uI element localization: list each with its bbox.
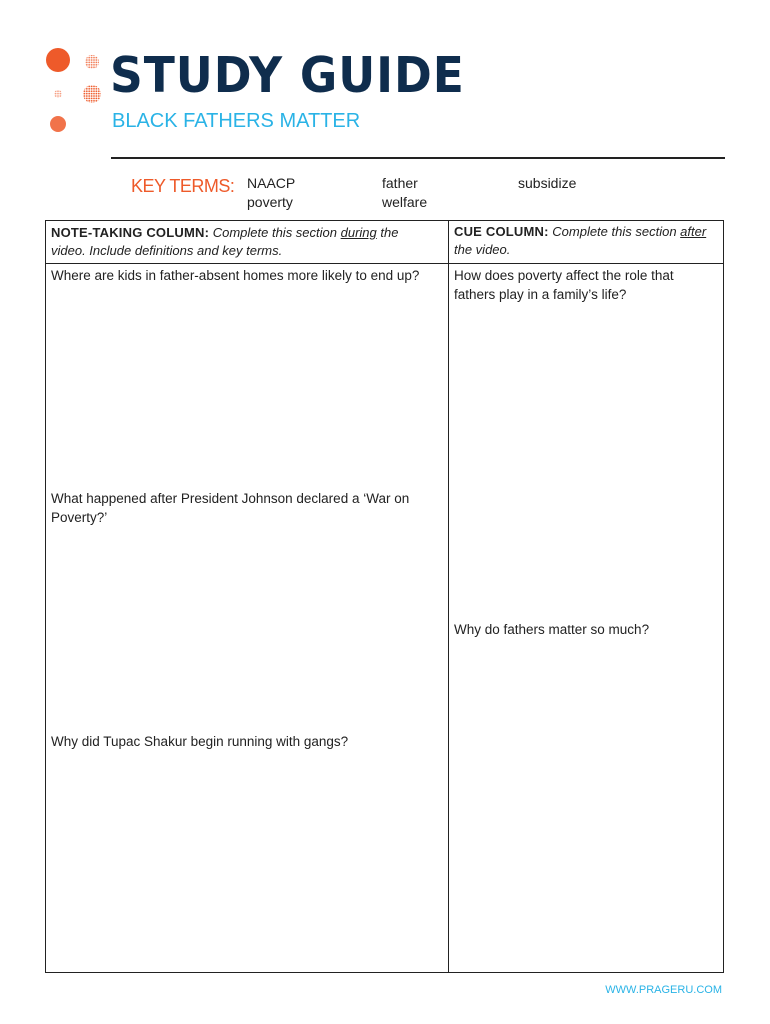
cue-column-heading-bold: CUE COLUMN: bbox=[454, 224, 549, 239]
key-term: subsidize bbox=[518, 175, 577, 191]
note-question: Why did Tupac Shakur begin running with gangs? bbox=[51, 734, 349, 749]
logo-dot-tiny bbox=[54, 90, 62, 98]
orange-dots-logo-icon bbox=[40, 42, 110, 137]
logo-dot-textured-medium bbox=[83, 85, 101, 103]
page-subtitle: BLACK FATHERS MATTER bbox=[112, 110, 361, 132]
cue-column-heading bbox=[454, 223, 722, 259]
key-term: NAACP bbox=[247, 175, 296, 191]
note-question: Where are kids in father-absent homes more likely to end up? bbox=[51, 268, 420, 283]
note-column-heading-bold: NOTE-TAKING COLUMN: bbox=[51, 225, 210, 240]
logo-dot-large bbox=[46, 48, 70, 72]
logo-dot-bottom bbox=[50, 116, 66, 132]
key-term: welfare bbox=[382, 194, 428, 210]
page-title: STUDY GUIDE bbox=[110, 47, 465, 104]
cue-question: Why do fathers matter so much? bbox=[454, 622, 650, 637]
cue-question: How does poverty affect the role that fathers play in a family’s life? bbox=[454, 268, 674, 302]
footer-url[interactable]: WWW.PRAGERU.COM bbox=[605, 984, 722, 996]
note-column-heading-text-end: the bbox=[380, 225, 399, 240]
cue-column-heading-line2: the video. bbox=[454, 242, 511, 257]
header-row-divider bbox=[45, 263, 724, 264]
cue-column-heading-underlined: after bbox=[680, 224, 707, 239]
note-question: What happened after President Johnson declared a ‘War on Poverty?’ bbox=[51, 491, 410, 525]
logo-dot-textured-small bbox=[85, 55, 99, 69]
notes-table bbox=[45, 220, 724, 973]
key-term: poverty bbox=[247, 194, 293, 210]
note-column-heading bbox=[51, 224, 446, 260]
cue-column-heading-text: Complete this section bbox=[552, 224, 677, 239]
note-column-heading-line2: video. Include definitions and key terms. bbox=[51, 243, 283, 258]
column-divider bbox=[448, 220, 449, 973]
note-column-heading-text: Complete this section bbox=[212, 225, 337, 240]
note-column-heading-underlined: during bbox=[340, 225, 377, 240]
key-term: father bbox=[382, 175, 418, 191]
header-divider bbox=[111, 157, 725, 159]
key-terms-label: KEY TERMS: bbox=[131, 176, 235, 196]
